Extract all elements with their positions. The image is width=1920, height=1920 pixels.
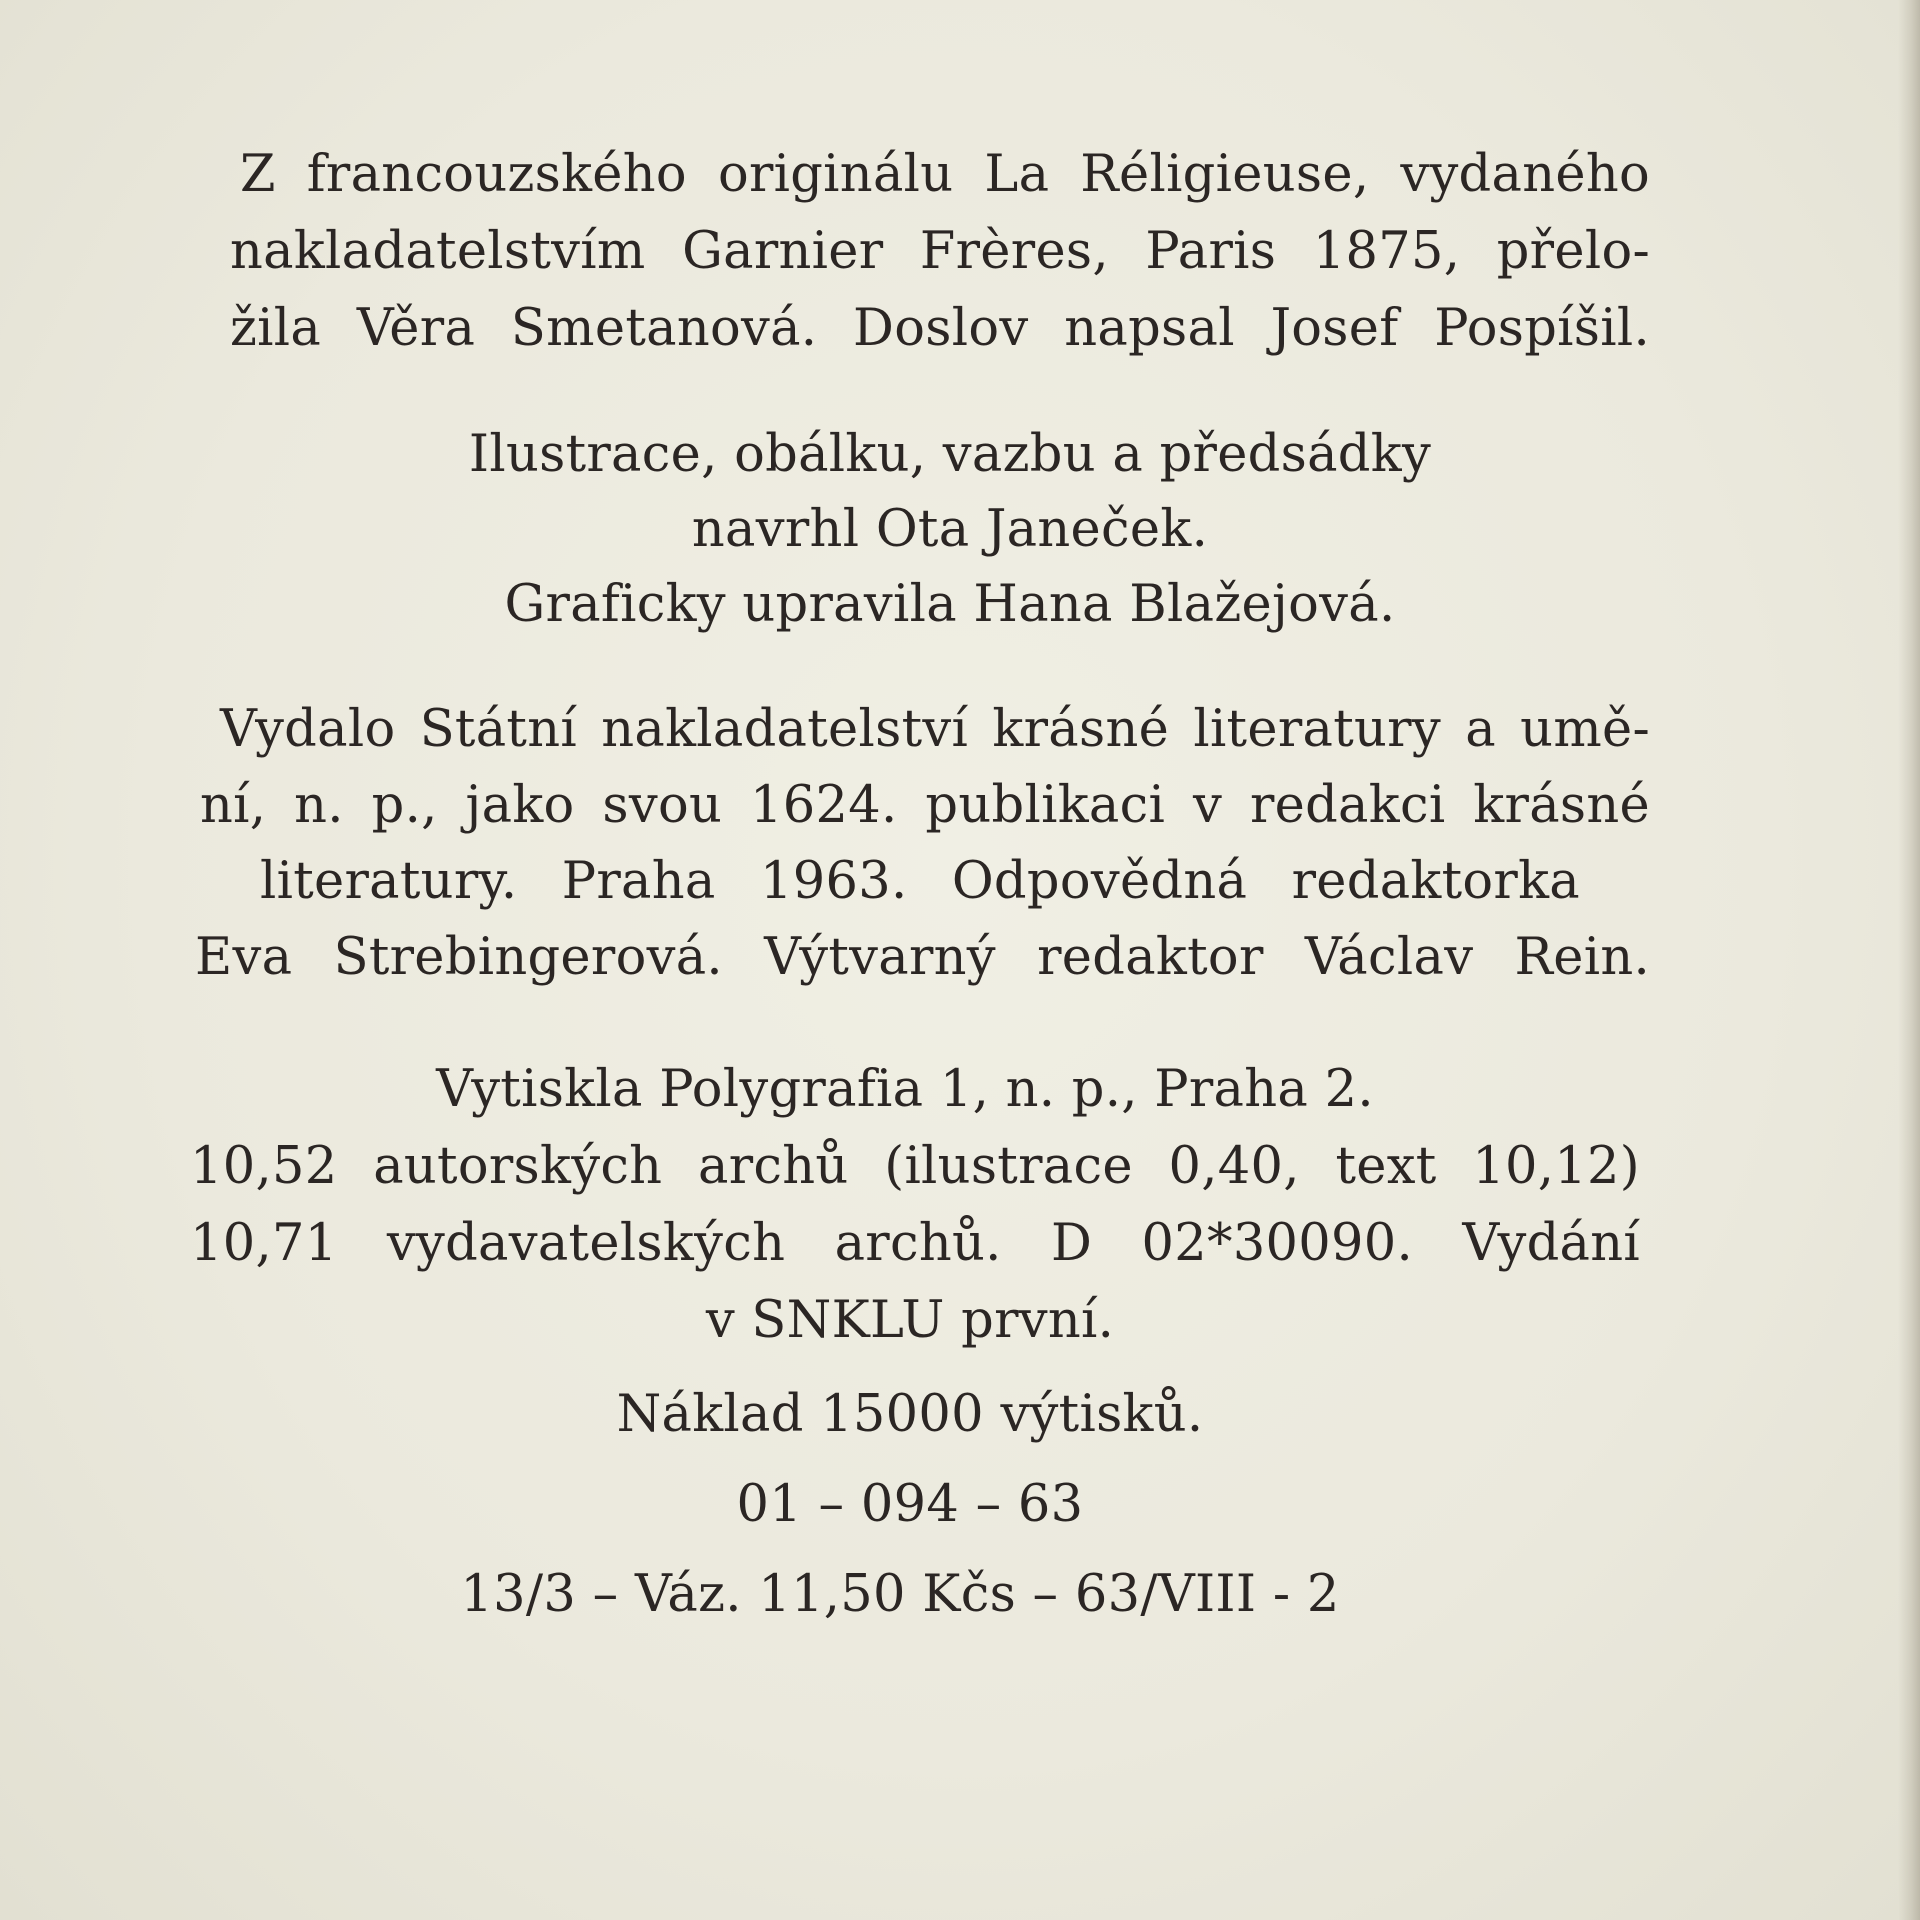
print-line-5: Náklad 15000 výtisků. — [616, 1385, 1204, 1444]
translation-line-2: nakladatelstvím Garnier Frères, Paris 1875, přelo- — [230, 222, 1650, 281]
print-line-4: v SNKLU první. — [705, 1291, 1115, 1350]
publisher-line-2: ní, n. p., jako svou 1624. publikaci v redakci krásné — [200, 776, 1650, 835]
print-line-1: Vytiskla Polygrafia 1, n. p., Praha 2. — [436, 1060, 1374, 1119]
print-line-2: 10,52 autorských archů (ilustrace 0,40, text 10,12) — [190, 1137, 1640, 1196]
illustration-line-1: Ilustrace, obálku, vazbu a předsádky — [468, 425, 1432, 484]
page-edge-shadow — [1898, 0, 1920, 1920]
print-line-7: 13/3 – Váz. 11,50 Kčs – 63/VIII - 2 — [460, 1565, 1340, 1624]
print-line-3: 10,71 vydavatelských archů. D 02*30090. Vydání — [190, 1214, 1640, 1273]
publisher-line-3: literatury. Praha 1963. Odpovědná redaktorka — [260, 852, 1580, 911]
print-line-6: 01 – 094 – 63 — [736, 1475, 1084, 1534]
translation-line-1: Z francouzského originálu La Réligieuse, vydaného — [240, 145, 1650, 204]
publisher-line-4: Eva Strebingerová. Výtvarný redaktor Václav Rein. — [195, 928, 1650, 987]
illustration-line-2: navrhl Ota Janeček. — [691, 500, 1209, 559]
translation-line-3: žila Věra Smetanová. Doslov napsal Josef Pospíšil. — [230, 299, 1650, 358]
publisher-line-1: Vydalo Státní nakladatelství krásné literatury a umě- — [220, 700, 1650, 759]
illustration-line-3: Graficky upravila Hana Blažejová. — [504, 575, 1396, 634]
